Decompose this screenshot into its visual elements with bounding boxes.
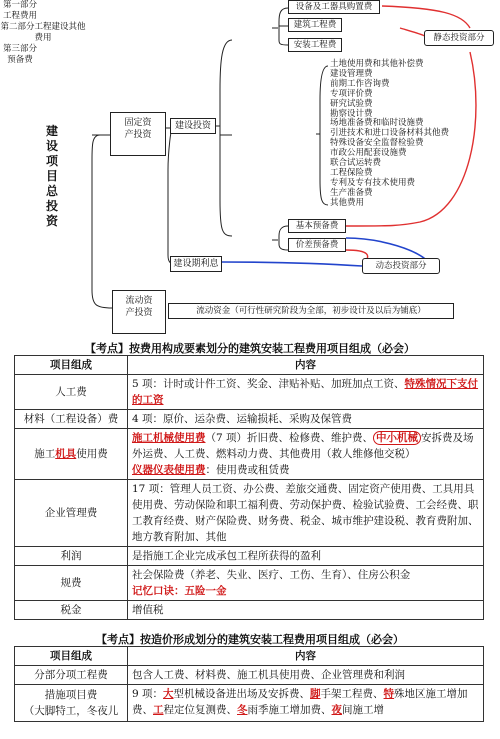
other-cost-list: [330, 60, 470, 209]
other-cost-item: 市政公用配套设施费: [330, 148, 407, 159]
measures-key: 大: [163, 688, 174, 700]
measures-text: 殊地区施工增加费、: [132, 688, 468, 716]
machine-text: 安拆费及场外运费、人工费、燃料动力费、其他费用（救人维修他交税）: [132, 432, 474, 460]
table-header-row: [15, 647, 484, 666]
row-content: 增值税: [128, 601, 484, 620]
other-cost-item: 特殊设备安全监督检验费: [330, 138, 424, 149]
fees-mnemonic: 记忆口诀：五险一金: [132, 585, 227, 597]
equipment-purchase-box: [288, 0, 380, 14]
table-row: [15, 429, 484, 480]
static-investment-box: [424, 30, 494, 46]
construction-interest-label: 建设期利息: [173, 259, 219, 269]
table-row: [15, 410, 484, 429]
measures-mnemonic: （大脚特工，冬夜儿: [23, 705, 119, 717]
row-name: 企业管理费: [15, 480, 128, 547]
other-cost-item: 场地准备费和临时设施费: [330, 118, 424, 129]
row-name: 规费: [15, 566, 128, 601]
measures-text: 间施工增: [342, 704, 384, 716]
building-cost-label: 建筑工程费: [293, 20, 337, 30]
row-name: 人工费: [15, 375, 128, 410]
construction-investment-box: [170, 118, 216, 134]
building-cost-box: [288, 18, 342, 32]
static-investment-label: 静态投资部分: [433, 33, 485, 43]
row-name: [15, 429, 128, 480]
row-name: 分部分项工程费: [15, 666, 128, 685]
fixed-asset-box: [110, 112, 166, 156]
section1-heading: 【考点】按费用构成要素划分的建筑安装工程费用项目组成（必会）: [85, 342, 415, 355]
basic-reserve-box: [288, 219, 346, 233]
measures-name: 措施项目费: [44, 689, 98, 701]
row-content: [128, 375, 484, 410]
basic-reserve-label: 基本预备费: [295, 221, 339, 231]
cost-element-table: [14, 355, 484, 620]
table-row: [15, 685, 484, 722]
machine-text: （7 项）折旧费、检修费、维护费、: [205, 432, 374, 444]
measures-key: 夜: [331, 704, 342, 716]
measures-key: 冬: [237, 704, 248, 716]
measures-text: 型机械设备进出场及安拆费、: [173, 688, 311, 700]
construction-investment-label: 建设投资: [174, 121, 211, 131]
other-cost-item: 建设管理费: [330, 68, 373, 79]
other-cost-item: 研究试验费: [330, 98, 373, 109]
row-name: [15, 685, 128, 722]
section2-heading: 【考点】按造价形成划分的建筑安装工程费用项目组成（必会）: [96, 633, 404, 646]
floating-asset-box: [112, 290, 166, 334]
instrument-fee: 仪器仪表使用费: [132, 464, 206, 476]
measures-text: 程定位复测费、: [163, 704, 237, 716]
dynamic-investment-label: 动态投资部分: [375, 261, 427, 271]
row-name: 利润: [15, 547, 128, 566]
row-content: 4 项：原价、运杂费、运输损耗、采购及保管费: [128, 410, 484, 429]
diagram-title: 建设项目总投资: [45, 124, 58, 228]
measures-text: 9 项：: [132, 688, 164, 700]
measures-key: 工: [153, 704, 164, 716]
row-content: [128, 429, 484, 480]
installation-cost-box: [288, 38, 342, 52]
measures-text: 手架工程费、: [320, 688, 384, 700]
row-name: 税金: [15, 601, 128, 620]
measures-key: 脚: [310, 688, 321, 700]
floating-note-box: [168, 303, 454, 319]
row-content: [128, 566, 484, 601]
labor-text: 5 项：计时或计件工资、奖金、津贴补贴、加班加点工资、: [132, 378, 405, 390]
construction-interest-box: [170, 256, 222, 272]
col-header-content: 内容: [128, 356, 484, 375]
cost-formation-table: [14, 646, 484, 722]
machine-name-part: 施工: [34, 448, 56, 460]
floating-asset-label: 流动资产投资: [125, 296, 153, 318]
table-row: [15, 375, 484, 410]
other-cost-item: 专项评价费: [330, 88, 373, 99]
other-cost-item: 引进技术和进口设备材料其他费: [330, 128, 450, 139]
dynamic-investment-box: [362, 258, 440, 274]
row-content: 是指施工企业完成承包工程所获得的盈利: [128, 547, 484, 566]
cost-diagram: [0, 0, 500, 336]
machine-name-key: 机具: [55, 448, 77, 460]
machine-name-part: 使用费: [76, 448, 108, 460]
other-cost-item: 土地使用费和其他补偿费: [330, 59, 424, 69]
fees-text: 社会保险费（养老、失业、医疗、工伤、生育）、住房公积金: [132, 569, 411, 581]
equipment-purchase-label: 设备及工器具购置费: [295, 2, 373, 12]
col-header-composition: 项目组成: [15, 647, 128, 666]
table-header-row: [15, 356, 484, 375]
other-cost-item: 其他费用: [330, 197, 365, 208]
part2-text: 第二部分工程建设其他费用: [0, 22, 86, 43]
part1-text: 第一部分工程费用: [2, 0, 37, 21]
floating-note: 流动资金（可行性研究阶段为全部，初步设计及以后为铺底）: [196, 306, 426, 316]
table-row: [15, 601, 484, 620]
row-content: [128, 685, 484, 722]
machine-use-fee: 施工机械使用费: [132, 432, 206, 444]
fixed-asset-label: 固定资产投资: [124, 118, 152, 140]
table-row: [15, 666, 484, 685]
installation-cost-label: 安装工程费: [293, 40, 337, 50]
row-content: 包含人工费、材料费、施工机具使用费、企业管理费和利润: [128, 666, 484, 685]
other-cost-item: 联合试运转费: [330, 158, 382, 169]
small-machine-highlight: 中小机械: [373, 431, 421, 445]
instrument-text: ：使用费或租赁费: [205, 464, 290, 476]
col-header-content: 内容: [128, 647, 484, 666]
price-reserve-box: [288, 238, 346, 252]
other-cost-item: 生产准备费: [330, 187, 373, 198]
measures-key: 特: [383, 688, 395, 700]
table-row: [15, 566, 484, 601]
other-cost-item: 前期工作咨询费: [330, 78, 390, 89]
measures-text: 雨季施工增加费、: [247, 704, 332, 716]
table-row: [15, 480, 484, 547]
table-row: [15, 547, 484, 566]
col-header-composition: 项目组成: [15, 356, 128, 375]
other-cost-item: 专利及专有技术使用费: [330, 177, 416, 188]
row-content: 17 项：管理人员工资、办公费、差旅交通费、固定资产使用费、工具用具使用费、劳动保险和职工福利费、劳动保护费、检验试验费、工会经费、职工教育经费、财产保险费、财务费、税金、城市维护建设税、教育费附加、地方教育附加、其他: [128, 480, 484, 547]
price-reserve-label: 价差预备费: [295, 240, 339, 250]
other-cost-item: 工程保险费: [330, 167, 373, 178]
row-name: 材料（工程设备）费: [15, 410, 128, 429]
other-cost-item: 勘察设计费: [330, 108, 373, 119]
labor-highlight: 特殊情况下支付的工资: [132, 378, 479, 406]
part3-text: 第三部分预备费: [2, 44, 37, 65]
